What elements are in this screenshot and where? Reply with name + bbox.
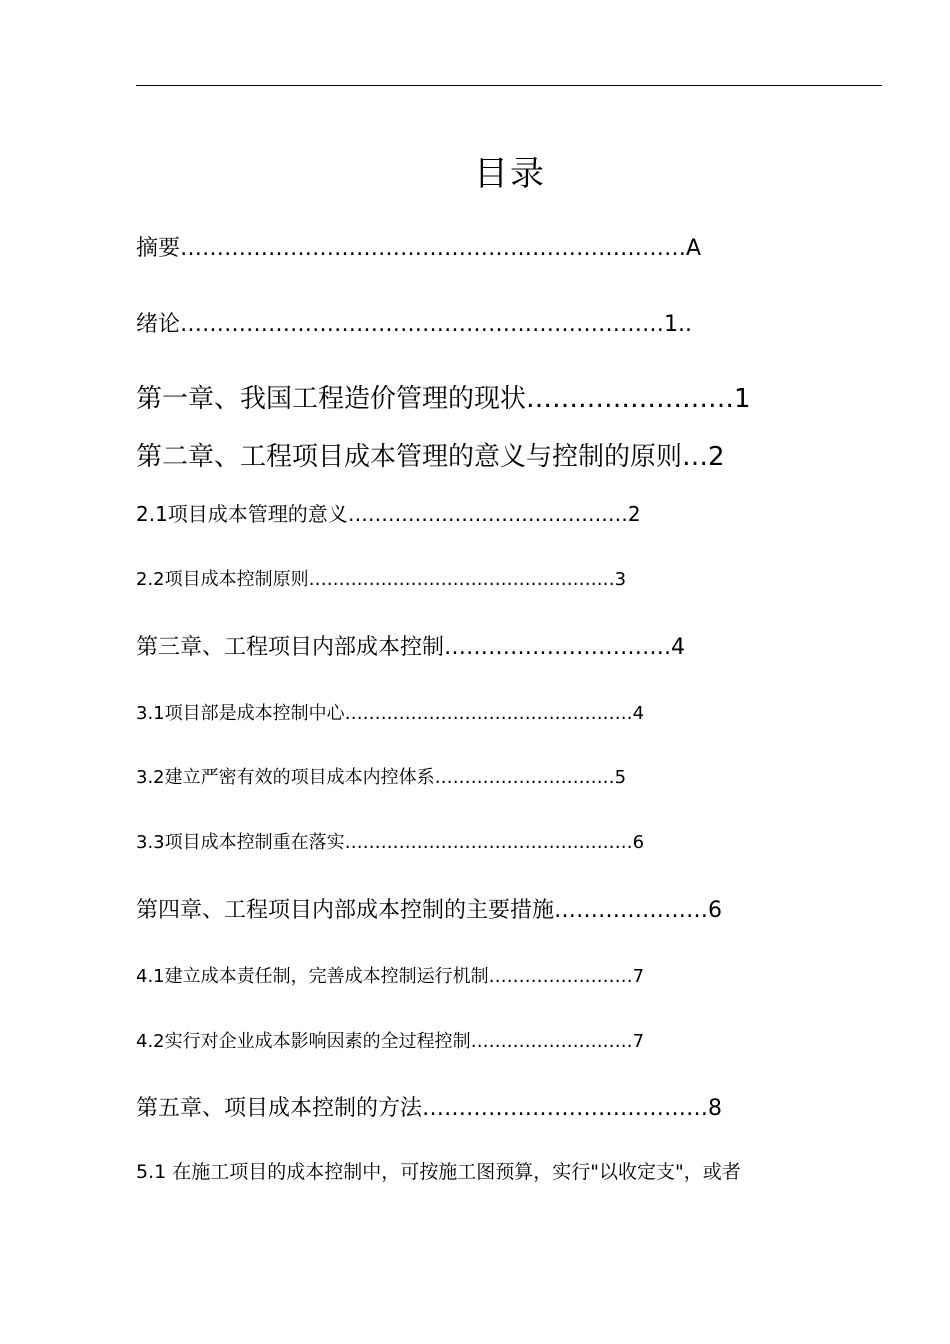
toc-entry-text: 4.1建立成本责任制，完善成本控制运行机制 — [136, 966, 489, 987]
toc-entry-page: 1.. — [664, 312, 692, 337]
toc-entry-leader: …………………………………… — [347, 502, 628, 526]
toc-entry[interactable] — [136, 439, 725, 475]
toc-entry[interactable] — [136, 829, 644, 857]
toc-entry-leader: ………………………………… — [422, 1096, 709, 1121]
toc-entry-text: 2.1项目成本管理的意义 — [136, 502, 348, 526]
toc-entry-leader: ………………………… — [434, 767, 615, 788]
toc-entry-text: 第五章、项目成本控制的方法 — [136, 1096, 423, 1121]
toc-entry[interactable] — [136, 309, 692, 341]
toc-entry[interactable] — [136, 1093, 722, 1125]
toc-entry[interactable] — [136, 1157, 741, 1187]
toc-entry-text: 第三章、工程项目内部成本控制 — [136, 635, 445, 660]
toc-entry[interactable] — [136, 566, 626, 594]
toc-entry[interactable] — [136, 764, 626, 792]
toc-entry-text: 第一章、我国工程造价管理的现状 — [136, 384, 527, 414]
toc-entry[interactable] — [136, 700, 644, 728]
toc-entry-text: 5.1 在施工项目的成本控制中，可按施工图预算，实行"以收定支"，或者 — [136, 1161, 741, 1183]
toc-entry-text: 2.2项目成本控制原则 — [136, 569, 309, 590]
toc-entry-page: A — [686, 236, 702, 261]
toc-entry-leader: ………………………………………… — [344, 703, 633, 724]
toc-entry-leader: …………………… — [526, 384, 735, 414]
toc-entry-page: 7 — [632, 966, 645, 987]
toc-entry-text: 绪论 — [136, 312, 181, 337]
toc-entry-page: .4 — [664, 635, 686, 660]
toc-entry-page: 6 — [632, 832, 645, 853]
toc-entry[interactable] — [136, 381, 751, 417]
toc-entry-text: 摘要 — [136, 236, 181, 261]
toc-entry-text: 3.1项目部是成本控制中心 — [136, 703, 345, 724]
toc-entry-leader: ………………………………………………………… — [180, 312, 665, 337]
toc-entry-leader: …………………… — [488, 966, 633, 987]
toc-entry-page: 2 — [627, 502, 641, 526]
toc-entry[interactable] — [136, 1028, 644, 1056]
toc-entry-page: 8 — [708, 1096, 723, 1121]
toc-title: 目录 — [474, 154, 546, 194]
toc-entry-page: 6 — [708, 898, 723, 923]
toc-entry-page: 5 — [614, 767, 627, 788]
toc-entry-leader: … — [682, 442, 709, 472]
toc-entry-text: 第四章、工程项目内部成本控制的主要措施 — [136, 898, 555, 923]
toc-entry[interactable] — [136, 963, 644, 991]
header-rule — [136, 85, 882, 86]
toc-entry-leader: ………………… — [554, 898, 709, 923]
toc-entry[interactable] — [136, 632, 685, 664]
toc-entry-page: 7 — [632, 1031, 645, 1052]
toc-entry-page: 4 — [632, 703, 645, 724]
toc-entry-text: 3.3项目成本控制重在落实 — [136, 832, 345, 853]
toc-entry[interactable] — [136, 233, 701, 265]
toc-entry-page: 3 — [614, 569, 627, 590]
toc-entry-leader: ……………………… — [470, 1031, 633, 1052]
toc-entry[interactable] — [136, 499, 641, 529]
toc-entry[interactable] — [136, 895, 722, 927]
toc-entry-text: 4.2实行对企业成本影响因素的全过程控制 — [136, 1031, 471, 1052]
toc-entry-text: 第二章、工程项目成本管理的意义与控制的原则 — [136, 442, 683, 472]
toc-entry-page: 2 — [708, 442, 725, 472]
toc-entry-leader: …………………………………………………………… — [180, 236, 687, 261]
toc-entry-leader: ………………………………………… — [344, 832, 633, 853]
toc-entry-leader: ………………………… — [444, 635, 665, 660]
toc-entry-page: 1 — [734, 384, 751, 414]
toc-entry-text: 3.2建立严密有效的项目成本内控体系 — [136, 767, 435, 788]
toc-entry-leader: …………………………………………… — [308, 569, 615, 590]
